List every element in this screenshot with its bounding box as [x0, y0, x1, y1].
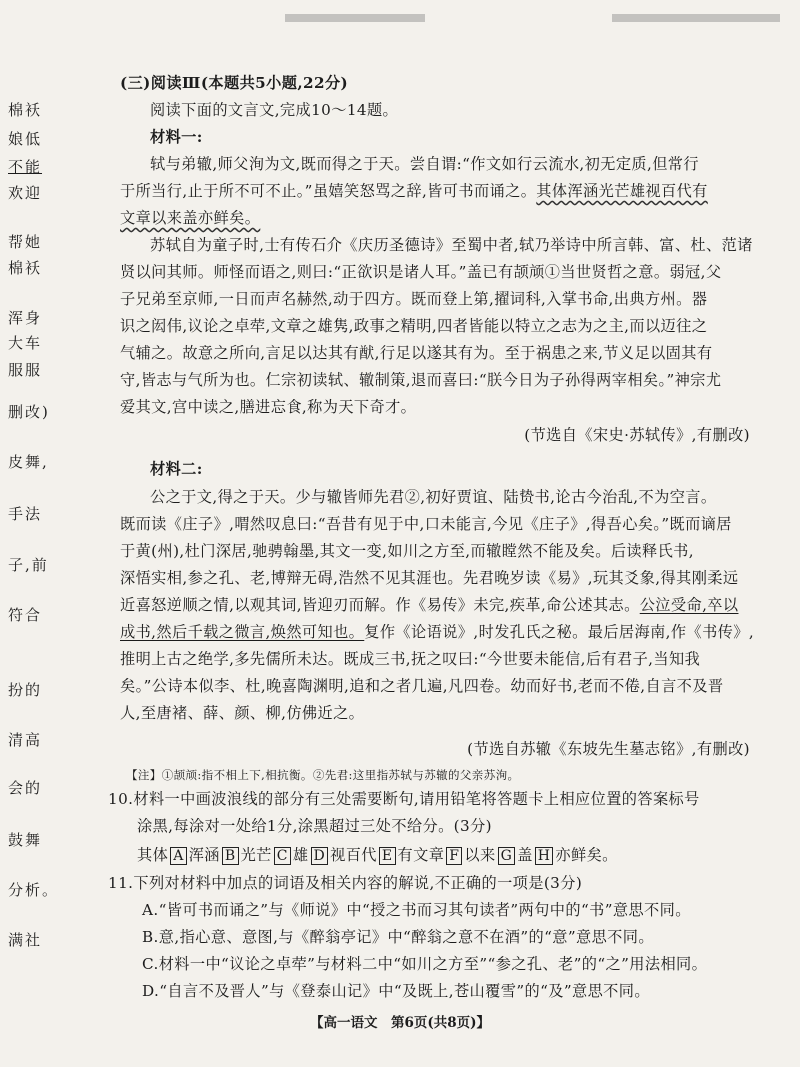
- material1-line: 爱其文,宫中读之,膳进忘食,称为天下奇才。: [120, 398, 417, 416]
- material1-line: 识之闳伟,议论之卓荦,文章之雄隽,政事之精明,四者皆能以特立之志为之主,而以迈往之: [120, 317, 708, 335]
- adjacent-page-text: 服服: [8, 361, 43, 379]
- material2-line: 深悟实相,参之孔、老,博辩无碍,浩然不见其涯也。先君晚岁读《易》,玩其爻象,得其刚柔远: [120, 569, 739, 587]
- annotation-note: 【注】①颉颃:指不相上下,相抗衡。②先君:这里指苏轼与苏辙的父亲苏洵。: [126, 768, 520, 782]
- material1-line: 守,皆志与气所为也。仁宗初读轼、辙制策,退而喜曰:“朕今日为子孙得两宰相矣。”神宗尤: [120, 371, 722, 389]
- material2-line: 推明上古之绝学,多先儒所未达。既成三书,抚之叹曰:“今世要未能信,后有君子,当知我: [120, 650, 701, 668]
- q11-option-b: B.意,指心意、意图,与《醉翁亭记》中“醉翁之意不在酒”的“意”意思不同。: [142, 928, 654, 946]
- material1-source: (节选自《宋史·苏轼传》,有删改): [524, 426, 750, 444]
- answer-box-c[interactable]: C: [274, 847, 291, 865]
- adjacent-page-text: 鼓舞: [8, 831, 43, 849]
- q10-segment: 亦鲜矣。: [555, 846, 618, 864]
- material2-source: (节选自苏辙《东坡先生墓志铭》,有删改): [467, 740, 750, 758]
- q11-stem: 11.下列对材料中加点的词语及相关内容的解说,不正确的一项是(3分): [108, 874, 583, 892]
- q11-option-c: C.材料一中“议论之卓荦”与材料二中“如川之方至”“参之孔、老”的“之”用法相同。: [142, 955, 708, 973]
- q10-segment: 浑涵: [188, 846, 220, 864]
- adjacent-page-text: 手法: [8, 505, 43, 523]
- q10-stem: 10.材料一中画波浪线的部分有三处需要断句,请用铅笔将答题卡上相应位置的答案标号: [108, 790, 700, 808]
- adjacent-page-text: 娘低: [8, 130, 43, 148]
- answer-box-d[interactable]: D: [311, 847, 329, 865]
- material2-line: 公之于文,得之于天。少与辙皆师先君②,初好贾谊、陆贽书,论古今治乱,不为空言。: [150, 488, 717, 506]
- answer-box-a[interactable]: A: [170, 847, 187, 865]
- adjacent-page-text: 大车: [8, 334, 43, 352]
- scan-mark-top-right: [612, 14, 780, 22]
- adjacent-page-text: 符合: [8, 606, 43, 624]
- q10-segment: 以来: [464, 846, 496, 864]
- answer-box-f[interactable]: F: [446, 847, 462, 865]
- page-footer: 【高一语文 第6页(共8页)】: [309, 1015, 491, 1031]
- adjacent-page-text: 欢迎: [8, 184, 43, 202]
- adjacent-page-text: 删改): [8, 403, 50, 421]
- material2-line: 人,至唐褚、薛、颜、柳,仿佛近之。: [120, 704, 365, 722]
- adjacent-page-text: 棉袄: [8, 259, 43, 277]
- q10-segment: 其体: [137, 846, 169, 864]
- answer-box-g[interactable]: G: [498, 847, 516, 865]
- material2-line: 既而读《庄子》,喟然叹息曰:“吾昔有见于中,口未能言,今见《庄子》,得吾心矣。”既而谪居: [120, 515, 732, 533]
- q10-segment: 雄: [292, 846, 309, 864]
- material1-line: 气辅之。故意之所向,言足以达其有猷,行足以遂其有为。至于祸患之来,节义足以固其有: [120, 344, 713, 362]
- material2-line: 矣。”公诗本似李、杜,晚喜陶渊明,追和之者几遍,凡四卷。幼而好书,老而不倦,自言不及晋: [120, 677, 724, 695]
- material1-line: 轼与弟辙,师父洵为文,既而得之于天。尝自谓:“作文如行云流水,初无定质,但常行: [150, 155, 699, 173]
- material2-line: 于黄(州),杜门深居,驰骋翰墨,其文一变,如川之方至,而辙瞠然不能及矣。后读释氏书,: [120, 542, 694, 560]
- q10-segment: 视百代: [330, 846, 377, 864]
- q10-stem: 涂黑,每涂对一处给1分,涂黑超过三处不给分。(3分): [137, 817, 492, 835]
- wavy-underline-text: 文章以来盖亦鲜矣。: [120, 209, 261, 227]
- q11-option-a: A.“皆可书而诵之”与《师说》中“授之书而习其句读者”两句中的“书”意思不同。: [142, 901, 691, 919]
- answer-box-e[interactable]: E: [379, 847, 396, 865]
- adjacent-page-text: 不能: [8, 158, 43, 176]
- wavy-underline-text: 其体浑涵光芒雄视百代有: [536, 182, 708, 200]
- adjacent-page-text: 帮她: [8, 233, 43, 251]
- adjacent-page-text: 扮的: [8, 681, 43, 699]
- instruction: 阅读下面的文言文,完成10～14题。: [150, 101, 399, 119]
- adjacent-page-text: 清高: [8, 731, 43, 749]
- material1-heading: 材料一:: [150, 128, 203, 146]
- section-title: (三)阅读Ⅲ(本题共5小题,22分): [120, 74, 349, 92]
- material2-line: 成书,然后千载之微言,焕然可知也。复作《论语说》,时发孔氏之秘。最后居海南,作《书传》,: [120, 623, 755, 641]
- underlined-text: 成书,然后千载之微言,焕然可知也。: [120, 623, 365, 641]
- adjacent-page-text: 会的: [8, 779, 43, 797]
- adjacent-page-text: 分析。: [8, 881, 60, 899]
- q10-options: [137, 844, 618, 866]
- adjacent-page-text: 子,前: [8, 556, 49, 574]
- underlined-text: 公泣受命,卒以: [639, 596, 739, 614]
- material1-line: 于所当行,止于所不可不止。”虽嬉笑怒骂之辞,皆可书而诵之。其体浑涵光芒雄视百代有: [120, 182, 708, 200]
- material2-line: 近喜怒逆顺之情,以观其词,皆迎刃而解。作《易传》未完,疾革,命公述其志。公泣受命,卒以: [120, 596, 739, 614]
- material1-line: [120, 207, 260, 229]
- adjacent-page-text: 棉袄: [8, 101, 43, 119]
- q10-segment: 盖: [517, 846, 533, 864]
- q10-segment: 有文章: [397, 846, 445, 864]
- material1-line: 苏轼自为童子时,士有传石介《庆历圣德诗》至蜀中者,轼乃举诗中所言韩、富、杜、范诸: [150, 236, 753, 254]
- adjacent-page-text: 皮舞,: [8, 453, 49, 471]
- material1-line: 贤以问其师。师怪而语之,则曰:“正欲识是诸人耳。”盖已有颉颃①当世贤哲之意。弱冠,父: [120, 263, 722, 281]
- answer-box-b[interactable]: B: [222, 847, 239, 865]
- material1-line: 子兄弟至京师,一日而声名赫然,动于四方。既而登上第,擢词科,入掌书命,出典方州。器: [120, 290, 708, 308]
- adjacent-page-strip: [0, 0, 70, 1067]
- scan-mark-top-left: [285, 14, 425, 22]
- adjacent-page-text: 浑身: [8, 309, 43, 327]
- q10-segment: 光芒: [240, 846, 272, 864]
- answer-box-h[interactable]: H: [535, 847, 554, 865]
- material2-heading: 材料二:: [150, 460, 203, 478]
- adjacent-page-text: 满社: [8, 931, 43, 949]
- q11-option-d: D.“自言不及晋人”与《登泰山记》中“及既上,苍山覆雪”的“及”意思不同。: [142, 982, 650, 1000]
